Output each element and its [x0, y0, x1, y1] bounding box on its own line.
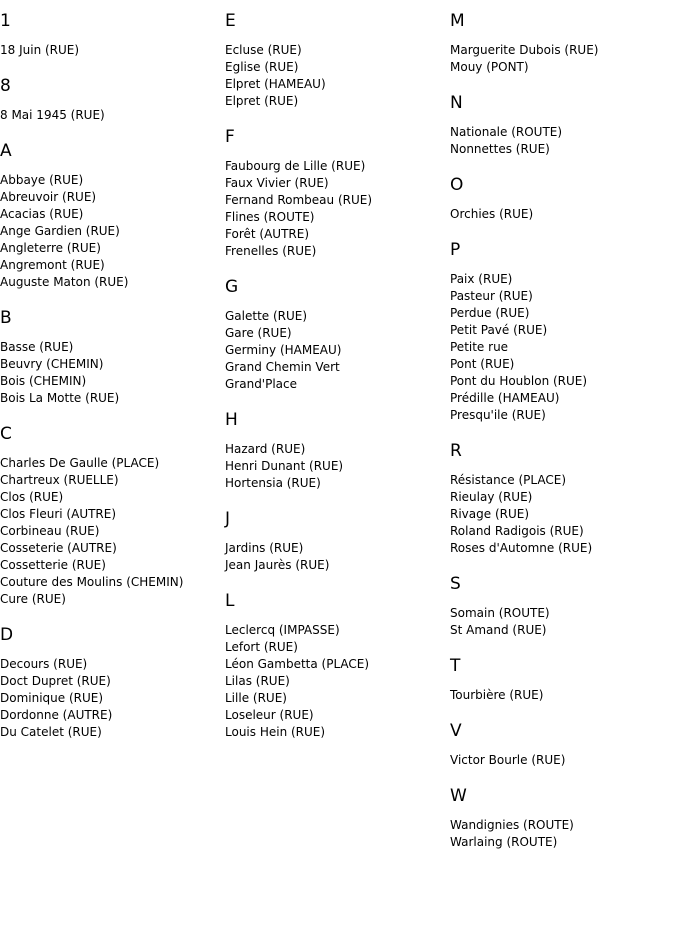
street-name: Du Catelet (RUE) — [0, 725, 102, 739]
section-letter-heading: R — [450, 441, 462, 461]
letter-section — [450, 10, 674, 76]
street-name: Dordonne (AUTRE) — [0, 708, 113, 722]
street-name: Hazard (RUE) — [225, 442, 306, 456]
street-name: Charles De Gaulle (PLACE) — [0, 456, 160, 470]
street-name: Perdue (RUE) — [450, 306, 530, 320]
letter-section — [450, 174, 674, 223]
street-name: Jean Jaurès (RUE) — [225, 558, 330, 572]
street-name: Basse (RUE) — [0, 340, 74, 354]
street-name: Fernand Rombeau (RUE) — [225, 193, 373, 207]
street-list — [450, 42, 674, 76]
street-name: Gare (RUE) — [225, 326, 292, 340]
street-list — [225, 622, 449, 741]
street-name: 8 Mai 1945 (RUE) — [0, 108, 105, 122]
street-list — [450, 271, 674, 424]
letter-section — [450, 440, 674, 557]
street-list — [225, 540, 449, 574]
street-name: Couture des Moulins (CHEMIN) — [0, 575, 184, 589]
letter-section — [450, 239, 674, 424]
section-letter-heading: T — [450, 656, 461, 676]
street-name: Petite rue — [450, 340, 509, 354]
letter-section — [225, 126, 449, 260]
street-name: Bois (CHEMIN) — [0, 374, 87, 388]
street-name: Résistance (PLACE) — [450, 473, 566, 487]
letter-section — [0, 307, 224, 407]
letter-section — [450, 720, 674, 769]
street-name: Tourbière (RUE) — [450, 688, 544, 702]
letter-section — [225, 590, 449, 741]
letter-section — [225, 409, 449, 492]
street-list — [0, 172, 224, 291]
section-letter-heading: 8 — [0, 76, 11, 96]
street-list — [450, 472, 674, 557]
street-list — [225, 42, 449, 110]
street-name: Faux Vivier (RUE) — [225, 176, 329, 190]
street-name: Galette (RUE) — [225, 309, 308, 323]
street-name: Pont (RUE) — [450, 357, 515, 371]
street-name: Somain (ROUTE) — [450, 606, 550, 620]
street-name: St Amand (RUE) — [450, 623, 547, 637]
street-name: Wandignies (ROUTE) — [450, 818, 574, 832]
street-name: Mouy (PONT) — [450, 60, 529, 74]
street-name: Beuvry (CHEMIN) — [0, 357, 104, 371]
street-name: Auguste Maton (RUE) — [0, 275, 129, 289]
street-index-column-1 — [0, 10, 224, 757]
street-name: Rivage (RUE) — [450, 507, 530, 521]
section-letter-heading: J — [225, 509, 231, 529]
section-letter-heading: A — [0, 141, 12, 161]
section-letter-heading: O — [450, 175, 464, 195]
street-list — [450, 124, 674, 158]
section-letter-heading: W — [450, 786, 467, 806]
street-name: Decours (RUE) — [0, 657, 88, 671]
street-name: Orchies (RUE) — [450, 207, 534, 221]
letter-section — [450, 92, 674, 158]
letter-section — [450, 655, 674, 704]
letter-section — [225, 508, 449, 574]
section-letter-heading: G — [225, 277, 239, 297]
section-letter-heading: 1 — [0, 11, 11, 31]
street-name: Lille (RUE) — [225, 691, 287, 705]
street-name: Forêt (AUTRE) — [225, 227, 309, 241]
street-name: Victor Bourle (RUE) — [450, 753, 566, 767]
street-name: Henri Dunant (RUE) — [225, 459, 344, 473]
street-name: Jardins (RUE) — [225, 541, 304, 555]
street-name: Frenelles (RUE) — [225, 244, 317, 258]
street-name: Cosseterie (AUTRE) — [0, 541, 117, 555]
street-list — [0, 42, 224, 59]
street-name: Pont du Houblon (RUE) — [450, 374, 588, 388]
street-name: Elpret (RUE) — [225, 94, 299, 108]
street-name: Ecluse (RUE) — [225, 43, 302, 57]
street-name: Loseleur (RUE) — [225, 708, 314, 722]
street-name: Hortensia (RUE) — [225, 476, 321, 490]
street-name: Cossetterie (RUE) — [0, 558, 106, 572]
street-list — [450, 817, 674, 851]
street-name: Acacias (RUE) — [0, 207, 84, 221]
street-name: Abbaye (RUE) — [0, 173, 84, 187]
letter-section — [225, 276, 449, 393]
street-name: Marguerite Dubois (RUE) — [450, 43, 599, 57]
letter-section — [0, 140, 224, 291]
street-name: Roland Radigois (RUE) — [450, 524, 584, 538]
street-index-column-3 — [450, 10, 674, 867]
street-name: Abreuvoir (RUE) — [0, 190, 97, 204]
street-list — [0, 455, 224, 608]
street-list — [225, 308, 449, 393]
letter-section — [450, 785, 674, 851]
section-letter-heading: C — [0, 424, 12, 444]
street-name: Bois La Motte (RUE) — [0, 391, 120, 405]
section-letter-heading: D — [0, 625, 14, 645]
street-name: Corbineau (RUE) — [0, 524, 100, 538]
street-name: Pasteur (RUE) — [450, 289, 533, 303]
section-letter-heading: L — [225, 591, 235, 611]
street-name: Clos (RUE) — [0, 490, 64, 504]
street-name: Nationale (ROUTE) — [450, 125, 563, 139]
letter-section — [0, 75, 224, 124]
street-name: 18 Juin (RUE) — [0, 43, 80, 57]
street-name: Presqu'ile (RUE) — [450, 408, 546, 422]
letter-section — [0, 423, 224, 608]
street-name: Petit Pavé (RUE) — [450, 323, 548, 337]
street-name: Elpret (HAMEAU) — [225, 77, 326, 91]
street-name: Roses d'Automne (RUE) — [450, 541, 593, 555]
street-name: Doct Dupret (RUE) — [0, 674, 111, 688]
street-list — [0, 656, 224, 741]
street-name: Eglise (RUE) — [225, 60, 299, 74]
street-name: Léon Gambetta (PLACE) — [225, 657, 370, 671]
street-name: Leclercq (IMPASSE) — [225, 623, 340, 637]
street-list — [450, 206, 674, 223]
street-name: Chartreux (RUELLE) — [0, 473, 119, 487]
street-list — [225, 158, 449, 260]
street-list — [0, 339, 224, 407]
street-name: Lefort (RUE) — [225, 640, 298, 654]
street-name: Rieulay (RUE) — [450, 490, 533, 504]
section-letter-heading: N — [450, 93, 463, 113]
street-list — [0, 107, 224, 124]
letter-section — [450, 573, 674, 639]
section-letter-heading: V — [450, 721, 462, 741]
street-name: Warlaing (ROUTE) — [450, 835, 558, 849]
street-list — [450, 752, 674, 769]
letter-section — [0, 10, 224, 59]
section-letter-heading: B — [0, 308, 12, 328]
street-name: Clos Fleuri (AUTRE) — [0, 507, 117, 521]
street-list — [450, 687, 674, 704]
letter-section — [225, 10, 449, 110]
section-letter-heading: P — [450, 240, 461, 260]
street-name: Nonnettes (RUE) — [450, 142, 550, 156]
letter-section — [0, 624, 224, 741]
section-letter-heading: M — [450, 11, 465, 31]
street-name: Angremont (RUE) — [0, 258, 105, 272]
street-name: Flines (ROUTE) — [225, 210, 315, 224]
section-letter-heading: S — [450, 574, 461, 594]
street-index-column-2 — [225, 10, 449, 757]
street-name: Ange Gardien (RUE) — [0, 224, 120, 238]
street-name: Paix (RUE) — [450, 272, 513, 286]
section-letter-heading: F — [225, 127, 235, 147]
street-name: Prédille (HAMEAU) — [450, 391, 560, 405]
street-list — [225, 441, 449, 492]
street-name: Dominique (RUE) — [0, 691, 104, 705]
street-name: Cure (RUE) — [0, 592, 66, 606]
street-name: Louis Hein (RUE) — [225, 725, 326, 739]
street-name: Lilas (RUE) — [225, 674, 290, 688]
street-name: Angleterre (RUE) — [0, 241, 101, 255]
street-name: Germiny (HAMEAU) — [225, 343, 342, 357]
street-name: Faubourg de Lille (RUE) — [225, 159, 366, 173]
street-list — [450, 605, 674, 639]
street-name: Grand Chemin Vert — [225, 360, 340, 374]
street-name: Grand'Place — [225, 377, 298, 391]
section-letter-heading: E — [225, 11, 236, 31]
section-letter-heading: H — [225, 410, 238, 430]
